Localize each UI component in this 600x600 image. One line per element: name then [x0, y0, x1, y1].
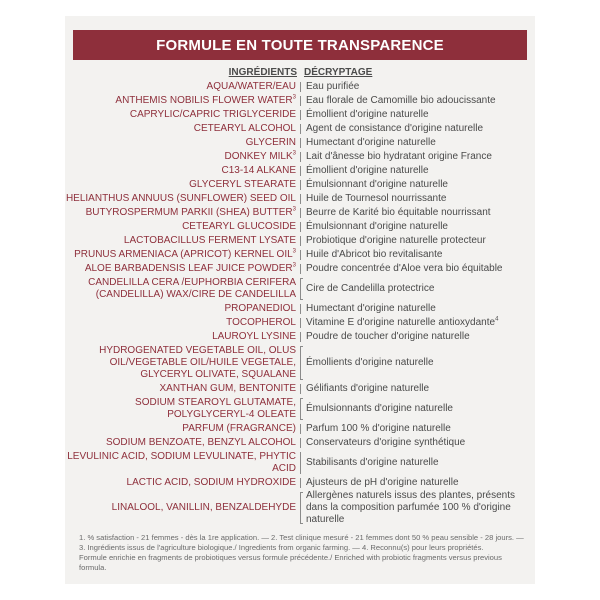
row-separator	[298, 234, 306, 248]
ingredient-description: Ajusteurs de pH d'origine naturelle	[306, 477, 459, 488]
ingredient-description: Émulsionnant d'origine naturelle	[306, 179, 448, 190]
ingredients-header: INGRÉDIENTS	[228, 67, 297, 78]
table-row	[65, 178, 535, 192]
table-row	[65, 234, 535, 248]
ingredient-description: Lait d'ânesse bio hydratant origine France	[306, 151, 492, 162]
footnote-line-2: Formule enrichie en fragments de probiotiques versus formule précédente./ Enriched with probiotic fragments versus previous formula.	[79, 553, 502, 572]
table-row	[65, 476, 535, 490]
table-row	[65, 330, 535, 344]
row-separator	[298, 220, 306, 234]
ingredient-description: Parfum 100 % d'origine naturelle	[306, 423, 451, 434]
table-row	[65, 396, 535, 422]
ingredient-description: Émulsionnants d'origine naturelle	[306, 403, 453, 414]
table-row	[65, 248, 535, 262]
table-row	[65, 122, 535, 136]
table-row	[65, 490, 535, 526]
table-row	[65, 108, 535, 122]
row-separator	[298, 396, 306, 422]
table-row	[65, 220, 535, 234]
ingredient-name: PROPANEDIOL	[224, 303, 296, 314]
ingredients-card	[65, 16, 535, 584]
ingredient-description: Eau purifiée	[306, 81, 360, 92]
ingredient-name: PARFUM (FRAGRANCE)	[182, 423, 296, 434]
row-separator	[298, 262, 306, 276]
ingredient-name: XANTHAN GUM, BENTONITE	[159, 383, 296, 394]
ingredient-description: Vitamine E d'origine naturelle antioxydante$^4$	[306, 316, 499, 328]
table-row	[65, 344, 535, 382]
ingredient-description: Gélifiants d'origine naturelle	[306, 383, 430, 394]
ingredient-description: Probiotique d'origine naturelle protecteur	[306, 235, 486, 246]
ingredient-name: TOCOPHEROL	[226, 317, 296, 328]
ingredient-name: CETEARYL ALCOHOL	[193, 123, 296, 134]
row-separator	[298, 422, 306, 436]
row-separator	[298, 344, 306, 382]
ingredient-name: GLYCERIN	[245, 137, 296, 148]
row-separator	[298, 164, 306, 178]
row-separator	[298, 248, 306, 262]
table-row	[65, 422, 535, 436]
ingredient-name: DONKEY MILK$^3$	[224, 150, 296, 162]
table-row	[65, 316, 535, 330]
footnotes	[79, 533, 525, 573]
ingredient-name: ANTHEMIS NOBILIS FLOWER WATER$^3$	[115, 94, 296, 106]
table-row	[65, 150, 535, 164]
ingredient-name: BUTYROSPERMUM PARKII (SHEA) BUTTER$^3$	[85, 206, 296, 218]
row-separator	[298, 316, 306, 330]
ingredient-name: AQUA/WATER/EAU	[206, 81, 296, 92]
ingredient-description: Émollient d'origine naturelle	[306, 109, 429, 120]
ingredient-description: Huile d'Abricot bio revitalisante	[306, 249, 443, 260]
row-separator	[298, 276, 306, 302]
ingredient-description: Poudre de toucher d'origine naturelle	[306, 331, 470, 342]
table-row	[65, 382, 535, 396]
ingredient-name: LEVULINIC ACID, SODIUM LEVULINATE, PHYTIC ACID	[67, 451, 296, 474]
ingredient-description: Émulsionnant d'origine naturelle	[306, 221, 448, 232]
row-separator	[298, 436, 306, 450]
table-row	[65, 302, 535, 316]
row-separator	[298, 150, 306, 164]
ingredient-name: LACTIC ACID, SODIUM HYDROXIDE	[126, 477, 296, 488]
row-separator	[298, 450, 306, 476]
ingredient-description: Allergènes naturels issus des plantes, présents dans la composition parfumée 100 % d'origine naturelle	[306, 490, 516, 525]
ingredient-name: SODIUM BENZOATE, BENZYL ALCOHOL	[105, 437, 296, 448]
ingredient-name: HELIANTHUS ANNUUS (SUNFLOWER) SEED OIL	[65, 193, 296, 204]
ingredient-name: PRUNUS ARMENIACA (APRICOT) KERNEL OIL$^3$	[74, 248, 296, 260]
ingredient-description: Humectant d'origine naturelle	[306, 137, 436, 148]
ingredient-name: LINALOOL, VANILLIN, BENZALDEHYDE	[111, 502, 296, 513]
decryptage-header: DÉCRYPTAGE	[304, 67, 373, 78]
ingredient-name: CETEARYL GLUCOSIDE	[182, 221, 296, 232]
ingredient-name: LAUROYL LYSINE	[212, 331, 296, 342]
table-row	[65, 206, 535, 220]
row-separator	[298, 108, 306, 122]
ingredient-name: HYDROGENATED VEGETABLE OIL, OLUS OIL/VEGETABLE OIL/HUILE VEGETALE, GLYCERYL OLIVATE, SQUALANE	[99, 345, 296, 380]
ingredient-name: C13-14 ALKANE	[221, 165, 296, 176]
row-separator	[298, 206, 306, 220]
table-row	[65, 262, 535, 276]
ingredient-name: ALOE BARBADENSIS LEAF JUICE POWDER$^3$	[84, 262, 296, 274]
row-separator	[298, 330, 306, 344]
ingredient-description: Cire de Candelilla protectrice	[306, 283, 435, 294]
ingredient-description: Agent de consistance d'origine naturelle	[306, 123, 484, 134]
table-row	[65, 164, 535, 178]
row-separator	[298, 80, 306, 94]
row-separator	[298, 122, 306, 136]
ingredient-description: Eau florale de Camomille bio adoucissante	[306, 95, 496, 106]
row-separator	[298, 302, 306, 316]
row-separator	[298, 476, 306, 490]
ingredient-name: SODIUM STEAROYL GLUTAMATE, POLYGLYCERYL-4 OLEATE	[135, 397, 296, 420]
ingredient-description: Humectant d'origine naturelle	[306, 303, 436, 314]
ingredient-description: Émollients d'origine naturelle	[306, 357, 434, 368]
row-separator	[298, 178, 306, 192]
table-row	[65, 276, 535, 302]
row-separator	[298, 192, 306, 206]
ingredient-description: Beurre de Karité bio équitable nourrissant	[306, 207, 491, 218]
ingredient-description: Conservateurs d'origine synthétique	[306, 437, 466, 448]
table-row	[65, 136, 535, 150]
ingredient-name: CANDELILLA CERA /EUPHORBIA CERIFERA (CANDELILLA) WAX/CIRE DE CANDELILLA	[88, 277, 296, 300]
row-separator	[298, 490, 306, 526]
table-row	[65, 436, 535, 450]
ingredient-name: GLYCERYL STEARATE	[189, 179, 296, 190]
ingredient-description: Poudre concentrée d'Aloe vera bio équitable	[306, 263, 503, 274]
ingredient-table	[65, 80, 535, 526]
ingredient-name: CAPRYLIC/CAPRIC TRIGLYCERIDE	[129, 109, 296, 120]
row-separator	[298, 382, 306, 396]
ingredient-description: Stabilisants d'origine naturelle	[306, 457, 439, 468]
table-row	[65, 80, 535, 94]
row-separator	[298, 94, 306, 108]
title-banner: FORMULE EN TOUTE TRANSPARENCE	[73, 30, 527, 60]
ingredient-description: Huile de Tournesol nourrissante	[306, 193, 447, 204]
footnote-line-1: 1. % satisfaction - 21 femmes - dès la 1re application. — 2. Test clinique mesuré - 21 femmes dont 50 % peau sensible - 28 jours. — 3. Ingrédients issus de l'agriculture biologique./ Ingredients from organic farming. — 4. Reconnu(s) pour leurs propriétés.	[79, 533, 524, 552]
table-row	[65, 192, 535, 206]
table-row	[65, 94, 535, 108]
ingredient-name: LACTOBACILLUS FERMENT LYSATE	[123, 235, 296, 246]
row-separator	[298, 136, 306, 150]
ingredient-description: Émollient d'origine naturelle	[306, 165, 429, 176]
table-row	[65, 450, 535, 476]
